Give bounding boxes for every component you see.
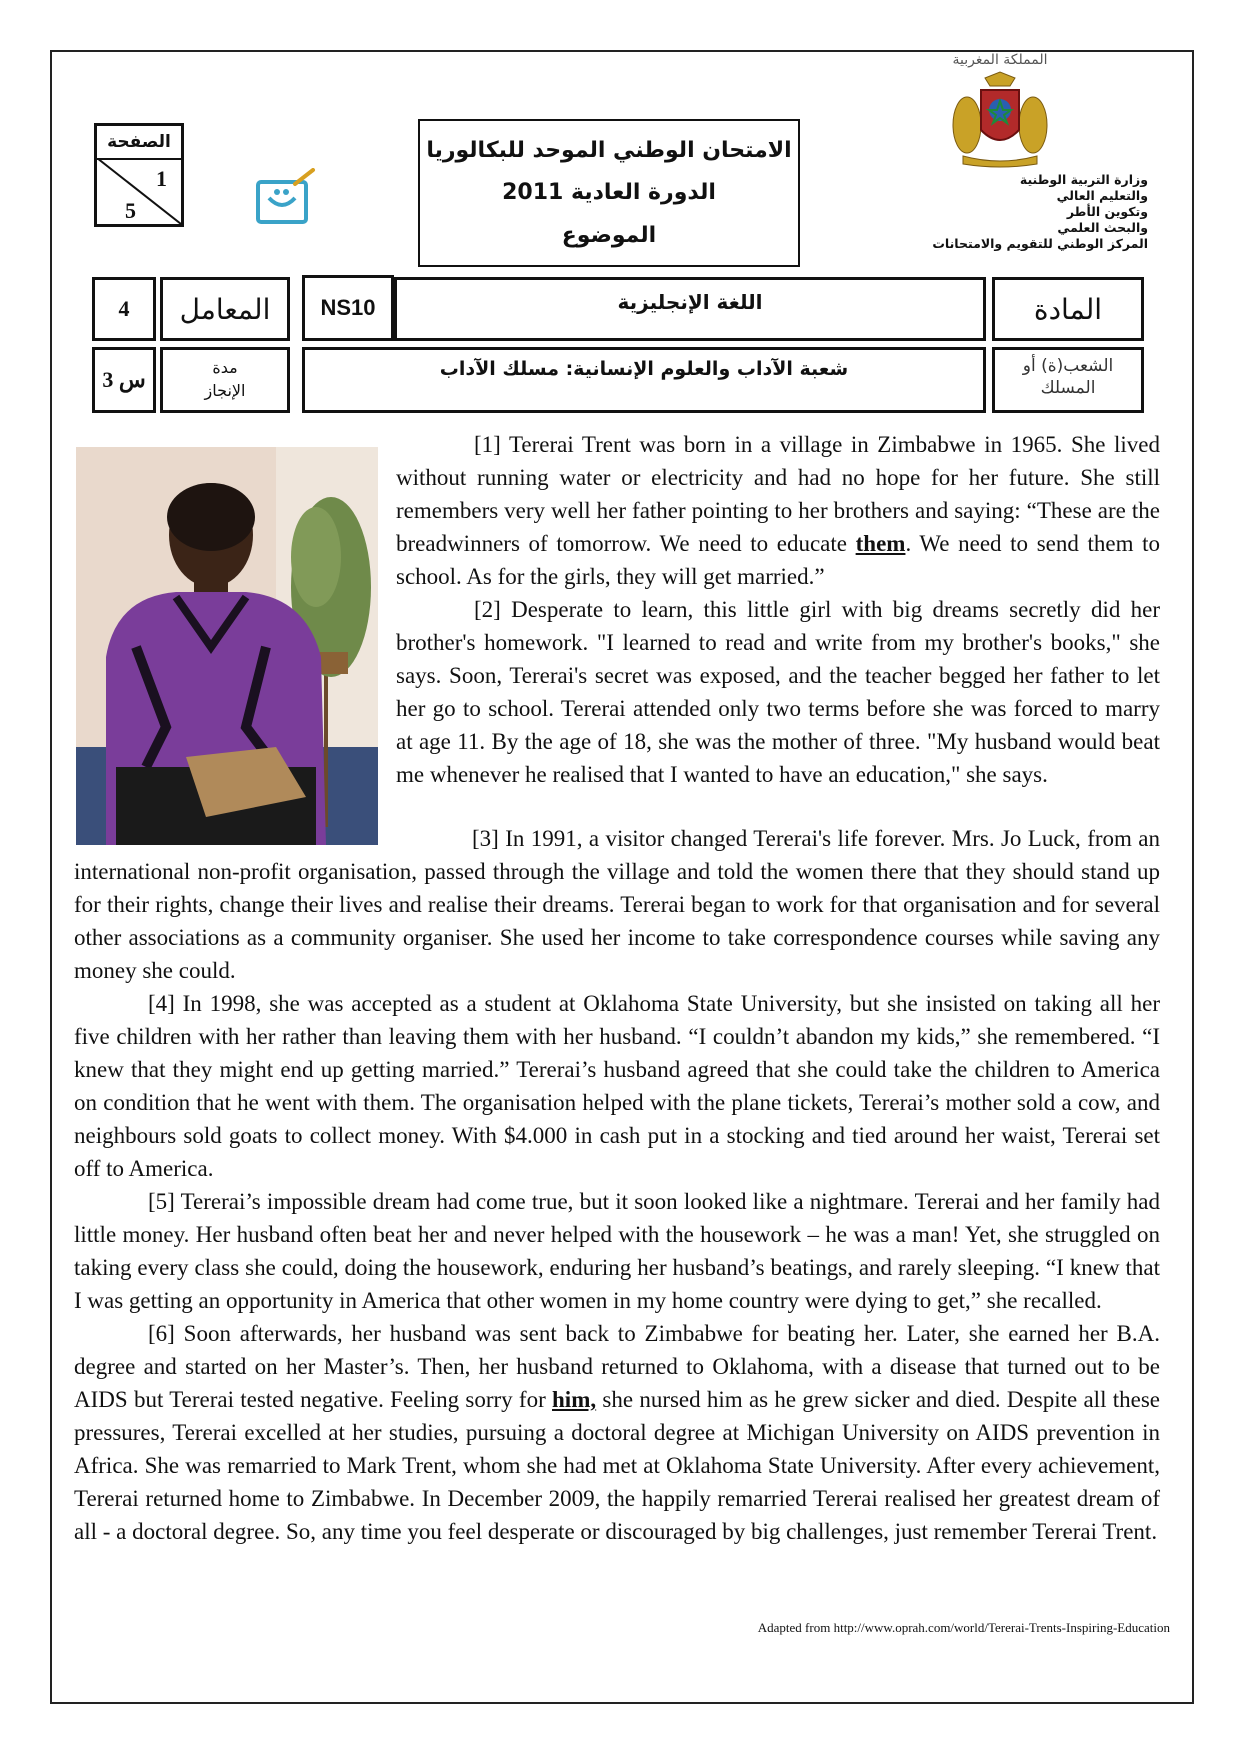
branch-label-line1: الشعب(ة) أو <box>1022 356 1114 376</box>
paragraph-1 <box>396 428 1160 593</box>
page-label: الصفحة <box>97 126 181 160</box>
underlined-word-them: them <box>855 531 906 556</box>
source-citation: Adapted from http://www.oprah.com/world/Tererai-Trents-Inspiring-Education <box>757 1620 1170 1635</box>
branch-value: شعبة الآداب والعلوم الإنسانية: مسلك الآداب <box>439 358 849 380</box>
duration-label-line2: الإنجاز <box>204 381 246 400</box>
paragraph-1-top <box>396 428 1160 791</box>
ministry-line: والبحث العلمي <box>1057 220 1148 235</box>
duration-label-cell <box>160 347 290 413</box>
exam-title-box <box>418 119 800 267</box>
kingdom-name: المملكة المغربية <box>952 52 1048 68</box>
duration-value: 3 س <box>92 347 156 413</box>
ministry-block <box>880 172 1148 252</box>
paragraph-6 <box>74 1317 1160 1548</box>
branch-label-cell <box>992 347 1144 413</box>
ministry-line: والتعليم العالي <box>1056 188 1148 203</box>
p1-part-b: . We need to send them to school. As for the girls, they will get married.” <box>396 531 1160 589</box>
coat-of-arms-icon <box>945 70 1055 170</box>
page-diagonal <box>97 158 181 224</box>
p1-part-a: [1] Tererai Trent was born in a village in Zimbabwe in 1965. She lived without running water or electricity and had no hope for her future. She still remembers very well her father pointing to her brothers and saying: “These are the breadwinners of tomorrow. We need to educate <box>396 432 1160 556</box>
subject-value: اللغة الإنجليزية <box>617 290 763 314</box>
paragraph-2: [2] Desperate to learn, this little girl with big dreams secretly did her brother's homework. "I learned to read and write from my brother's books," she says. Soon, Tererai's secret was exposed, and the teacher begged her father to let her go to school. Tererai attended only two terms before she was forced to marry at age 11. By the age of 18, she was the mother of three. "My husband would beat me whenever he realised that I wanted to have an education," she says. <box>396 597 1160 787</box>
coefficient-value: 4 <box>92 277 156 341</box>
evaluation-center-logo-icon <box>255 168 317 226</box>
branch-cell <box>302 347 986 413</box>
branch-label-line2: المسلك <box>1040 378 1096 398</box>
p6-part-a: [6] Soon afterwards, her husband was sent back to Zimbabwe for beating her. Later, she earned her B.A. degree and started on her Master’s. Then, her husband returned to Oklahoma, with a disease that turned out to be AIDS but Tererai tested negative. Feeling sorry for <box>74 1321 1160 1412</box>
exam-title: الامتحان الوطني الموحد للبكالوريا <box>426 137 792 163</box>
exam-subject-word: الموضوع <box>561 223 657 249</box>
subject-code: NS10 <box>302 275 394 341</box>
ministry-line: وتكوين الأطر <box>1066 204 1148 219</box>
duration-label-line1: مدة <box>212 358 238 377</box>
page-number-box <box>94 123 184 227</box>
main-text-body <box>74 822 1160 1548</box>
evaluation-center-name: المركز الوطني للتقويم والامتحانات <box>932 236 1148 251</box>
p6-part-b: she nursed him as he grew sicker and died. Despite all these pressures, Tererai excelled at her studies, pursuing a doctoral degree at Michigan University on AIDS prevention in Africa. She was remarried to Mark Trent, whom she had met at Oklahoma State University. After every achievement, Tererai returned home to Zimbabwe. In December 2009, the happily remarried Tererai realised her greatest dream of all - a doctoral degree. So, any time you feel desperate or discouraged by big challenges, just remember Tererai Trent. <box>74 1387 1160 1544</box>
paragraph-4: [4] In 1998, she was accepted as a student at Oklahoma State University, but she insisted on taking all her five children with her rather than leaving them with her husband. “I couldn’t abandon my kids,” she remembered. “I knew that they might end up getting married.” Tererai’s husband agreed that she could take the children to America on condition that he went with them. The organisation helped with the plane tickets, Tererai’s mother sold a cow, and neighbours sold goats to collect money. With $4.000 in cash put in a stocking and tied around her waist, Tererai set off to America. <box>74 991 1160 1181</box>
subject-label: المادة <box>992 277 1144 341</box>
paragraph-5: [5] Tererai’s impossible dream had come true, but it soon looked like a nightmare. Tererai and her family had little money. Her husband often beat her and never helped with the housework – he was a man! Yet, she struggled on taking every class she could, doing the housework, enduring her husband’s beatings, and rarely sleeping. “I knew that I was getting an opportunity in America that other women in my home country were dying to get,” she recalled. <box>74 1189 1160 1313</box>
subject-cell <box>394 277 986 341</box>
page-total: 5 <box>125 198 136 223</box>
underlined-word-him: him, <box>552 1387 597 1412</box>
coefficient-label: المعامل <box>160 277 290 341</box>
ministry-line: وزارة التربية الوطنية <box>1019 172 1148 187</box>
paragraph-3: [3] In 1991, a visitor changed Tererai's life forever. Mrs. Jo Luck, from an international non-profit organisation, passed through the village and told the women there that they should stand up for their rights, change their lives and realise their dreams. Tererai began to work for that organisation and for several other associations as a community organiser. She used her income to take correspondence courses while saving any money she could. <box>74 826 1160 983</box>
tererai-trent-photo <box>76 447 378 845</box>
page-number: 1 <box>156 166 167 191</box>
exam-session: الدورة العادية 2011 <box>502 180 716 206</box>
